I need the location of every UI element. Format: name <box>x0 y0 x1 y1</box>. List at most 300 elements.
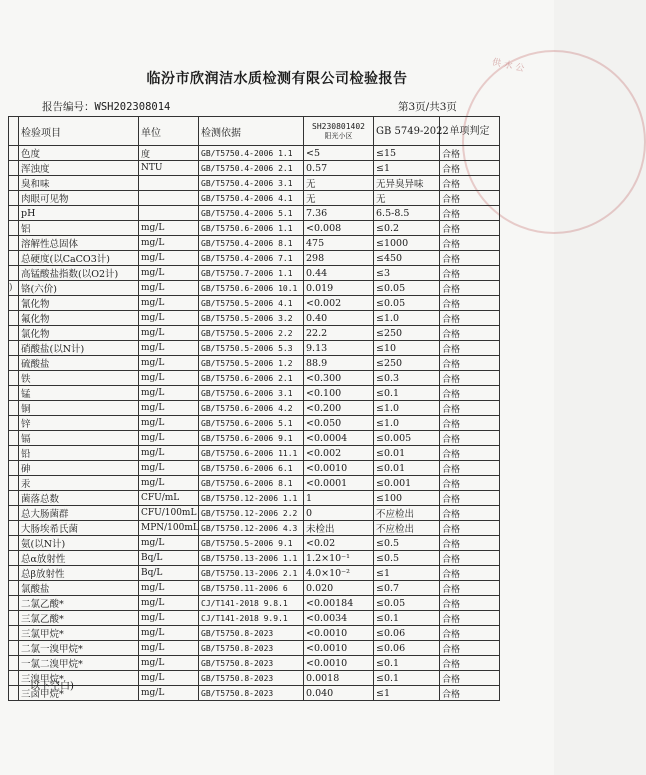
header-sample <box>304 117 374 146</box>
judgement: 合格 <box>440 326 500 341</box>
table-row <box>9 431 500 446</box>
item-name: 总硬度(以CaCO3计) <box>19 251 139 266</box>
test-method: GB/T5750.8-2023 <box>199 626 304 641</box>
standard-limit: ≤0.1 <box>374 656 440 671</box>
table-row <box>9 491 500 506</box>
test-method: GB/T5750.6-2006 9.1 <box>199 431 304 446</box>
item-unit: mg/L <box>139 266 199 281</box>
test-result: 1.2×10⁻¹ <box>304 551 374 566</box>
row-index <box>9 551 19 566</box>
standard-limit: 无异臭异味 <box>374 176 440 191</box>
item-name: 汞 <box>19 476 139 491</box>
item-unit: mg/L <box>139 251 199 266</box>
test-method: GB/T5750.12-2006 4.3 <box>199 521 304 536</box>
judgement: 合格 <box>440 671 500 686</box>
row-index <box>9 221 19 236</box>
test-result: 0 <box>304 506 374 521</box>
test-result: <0.002 <box>304 446 374 461</box>
table-row <box>9 416 500 431</box>
test-method: GB/T5750.7-2006 1.1 <box>199 266 304 281</box>
item-name: 硫酸盐 <box>19 356 139 371</box>
item-unit: Bq/L <box>139 551 199 566</box>
test-method: GB/T5750.8-2023 <box>199 656 304 671</box>
judgement: 合格 <box>440 491 500 506</box>
test-method: GB/T5750.5-2006 9.1 <box>199 536 304 551</box>
item-unit: mg/L <box>139 311 199 326</box>
table-row <box>9 371 500 386</box>
test-result: 298 <box>304 251 374 266</box>
table-header-row <box>9 117 500 146</box>
item-unit: CFU/100mL <box>139 506 199 521</box>
standard-limit: 不应检出 <box>374 506 440 521</box>
test-method: CJ/T141-2018 9.8.1 <box>199 596 304 611</box>
table-row <box>9 671 500 686</box>
test-method: GB/T5750.11-2006 6 <box>199 581 304 596</box>
results-table <box>8 116 500 701</box>
item-name: 铬(六价) <box>19 281 139 296</box>
judgement: 合格 <box>440 401 500 416</box>
header-judge: 单项判定 <box>440 117 500 146</box>
item-unit: mg/L <box>139 221 199 236</box>
judgement: 合格 <box>440 416 500 431</box>
judgement: 合格 <box>440 596 500 611</box>
judgement: 合格 <box>440 206 500 221</box>
table-row <box>9 296 500 311</box>
item-name: 铝 <box>19 221 139 236</box>
judgement: 合格 <box>440 386 500 401</box>
test-result: <0.00184 <box>304 596 374 611</box>
test-result: <0.050 <box>304 416 374 431</box>
row-index <box>9 506 19 521</box>
item-name: 氟化物 <box>19 311 139 326</box>
item-name: 三卤甲烷* <box>19 686 139 701</box>
item-unit: mg/L <box>139 401 199 416</box>
item-name: 氰化物 <box>19 296 139 311</box>
judgement: 合格 <box>440 161 500 176</box>
test-method: GB/T5750.12-2006 2.2 <box>199 506 304 521</box>
standard-limit: ≤1.0 <box>374 311 440 326</box>
test-method: GB/T5750.8-2023 <box>199 641 304 656</box>
item-name: 总α放射性 <box>19 551 139 566</box>
judgement: 合格 <box>440 476 500 491</box>
test-method: GB/T5750.6-2006 4.2 <box>199 401 304 416</box>
test-result: 0.040 <box>304 686 374 701</box>
table-row <box>9 266 500 281</box>
test-result: <0.008 <box>304 221 374 236</box>
table-row <box>9 626 500 641</box>
item-name: 臭和味 <box>19 176 139 191</box>
test-result: 88.9 <box>304 356 374 371</box>
item-unit: Bq/L <box>139 566 199 581</box>
judgement: 合格 <box>440 176 500 191</box>
table-row <box>9 611 500 626</box>
row-index <box>9 371 19 386</box>
standard-limit: ≤0.06 <box>374 626 440 641</box>
standard-limit: ≤1.0 <box>374 416 440 431</box>
table-row <box>9 476 500 491</box>
table-row <box>9 161 500 176</box>
judgement: 合格 <box>440 506 500 521</box>
judgement: 合格 <box>440 431 500 446</box>
test-method: GB/T5750.13-2006 2.1 <box>199 566 304 581</box>
test-result: 0.0018 <box>304 671 374 686</box>
standard-limit: ≤1000 <box>374 236 440 251</box>
item-unit: mg/L <box>139 536 199 551</box>
row-index: ) <box>9 281 19 296</box>
item-name: 一氯二溴甲烷* <box>19 656 139 671</box>
table-row <box>9 311 500 326</box>
test-method: CJ/T141-2018 9.9.1 <box>199 611 304 626</box>
standard-limit: ≤100 <box>374 491 440 506</box>
standard-limit: ≤0.5 <box>374 536 440 551</box>
table-row <box>9 281 500 296</box>
row-index <box>9 311 19 326</box>
test-method: GB/T5750.5-2006 1.2 <box>199 356 304 371</box>
standard-limit: ≤1 <box>374 161 440 176</box>
test-method: GB/T5750.4-2006 2.1 <box>199 161 304 176</box>
judgement: 合格 <box>440 281 500 296</box>
judgement: 合格 <box>440 686 500 701</box>
header-method: 检测依据 <box>199 117 304 146</box>
item-unit: mg/L <box>139 596 199 611</box>
test-result: 无 <box>304 191 374 206</box>
item-unit: mg/L <box>139 416 199 431</box>
judgement: 合格 <box>440 641 500 656</box>
test-result: 1 <box>304 491 374 506</box>
header-standard: GB 5749-2022 <box>374 117 440 146</box>
item-name: 锌 <box>19 416 139 431</box>
table-row <box>9 551 500 566</box>
test-result: 22.2 <box>304 326 374 341</box>
item-name: 氨(以N计) <box>19 536 139 551</box>
item-unit: mg/L <box>139 371 199 386</box>
item-name: 高锰酸盐指数(以O2计) <box>19 266 139 281</box>
row-index <box>9 446 19 461</box>
item-name: 镉 <box>19 431 139 446</box>
standard-limit: ≤0.1 <box>374 671 440 686</box>
standard-limit: ≤0.05 <box>374 596 440 611</box>
judgement: 合格 <box>440 446 500 461</box>
table-row <box>9 641 500 656</box>
standard-limit: ≤450 <box>374 251 440 266</box>
test-method: GB/T5750.5-2006 3.2 <box>199 311 304 326</box>
test-method: GB/T5750.6-2006 8.1 <box>199 476 304 491</box>
sample-id: SH230801402 <box>312 121 365 131</box>
row-index <box>9 191 19 206</box>
test-method: GB/T5750.6-2006 3.1 <box>199 386 304 401</box>
table-row <box>9 521 500 536</box>
item-name: 三氯乙酸* <box>19 611 139 626</box>
judgement: 合格 <box>440 551 500 566</box>
table-row <box>9 401 500 416</box>
row-index <box>9 536 19 551</box>
row-index <box>9 671 19 686</box>
report-number: 报告编号：WSH202308014 <box>42 101 171 113</box>
standard-limit: ≤15 <box>374 146 440 161</box>
test-method: GB/T5750.5-2006 2.2 <box>199 326 304 341</box>
row-index <box>9 611 19 626</box>
table-row <box>9 686 500 701</box>
item-name: 锰 <box>19 386 139 401</box>
standard-limit: ≤0.7 <box>374 581 440 596</box>
standard-limit: ≤0.01 <box>374 446 440 461</box>
report-title: 临汾市欣润洁水质检测有限公司检验报告 <box>146 71 408 87</box>
test-method: GB/T5750.5-2006 5.3 <box>199 341 304 356</box>
standard-limit: ≤250 <box>374 356 440 371</box>
standard-limit: ≤1 <box>374 686 440 701</box>
row-index <box>9 581 19 596</box>
table-row <box>9 506 500 521</box>
item-unit: mg/L <box>139 356 199 371</box>
standard-limit: ≤3 <box>374 266 440 281</box>
item-unit: mg/L <box>139 386 199 401</box>
page-number: 第3页/共3页 <box>398 101 457 113</box>
judgement: 合格 <box>440 656 500 671</box>
test-method: GB/T5750.8-2023 <box>199 686 304 701</box>
test-method: GB/T5750.4-2006 7.1 <box>199 251 304 266</box>
item-name: 浑浊度 <box>19 161 139 176</box>
table-row <box>9 581 500 596</box>
item-unit: MPN/100mL <box>139 521 199 536</box>
row-index <box>9 521 19 536</box>
standard-limit: ≤0.01 <box>374 461 440 476</box>
table-row <box>9 221 500 236</box>
test-method: GB/T5750.4-2006 3.1 <box>199 176 304 191</box>
table-row <box>9 656 500 671</box>
test-result: 0.57 <box>304 161 374 176</box>
item-name: 总β放射性 <box>19 566 139 581</box>
test-result: 4.0×10⁻² <box>304 566 374 581</box>
test-result: 0.40 <box>304 311 374 326</box>
item-name: 总大肠菌群 <box>19 506 139 521</box>
item-name: 氯化物 <box>19 326 139 341</box>
table-row <box>9 461 500 476</box>
standard-limit: ≤0.001 <box>374 476 440 491</box>
item-name: pH <box>19 206 139 221</box>
row-index <box>9 176 19 191</box>
row-index <box>9 656 19 671</box>
standard-limit: ≤0.05 <box>374 296 440 311</box>
row-index <box>9 626 19 641</box>
sample-location: 阳光小区 <box>324 131 353 140</box>
header-item: 检验项目 <box>19 117 139 146</box>
judgement: 合格 <box>440 461 500 476</box>
item-unit <box>139 191 199 206</box>
item-unit <box>139 206 199 221</box>
test-result: 7.36 <box>304 206 374 221</box>
row-index <box>9 386 19 401</box>
standard-limit: 不应检出 <box>374 521 440 536</box>
standard-limit: ≤0.1 <box>374 611 440 626</box>
table-row <box>9 341 500 356</box>
item-name: 砷 <box>19 461 139 476</box>
item-name: 氯酸盐 <box>19 581 139 596</box>
judgement: 合格 <box>440 311 500 326</box>
standard-limit: ≤0.1 <box>374 386 440 401</box>
test-result: <0.0010 <box>304 461 374 476</box>
item-unit: mg/L <box>139 611 199 626</box>
standard-limit: ≤0.2 <box>374 221 440 236</box>
table-row <box>9 446 500 461</box>
item-unit: 度 <box>139 146 199 161</box>
standard-limit: ≤0.5 <box>374 551 440 566</box>
test-result: <5 <box>304 146 374 161</box>
test-result: 0.020 <box>304 581 374 596</box>
test-result: <0.0001 <box>304 476 374 491</box>
table-row <box>9 596 500 611</box>
test-method: GB/T5750.4-2006 1.1 <box>199 146 304 161</box>
item-unit: CFU/mL <box>139 491 199 506</box>
test-result: <0.0004 <box>304 431 374 446</box>
row-index <box>9 266 19 281</box>
judgement: 合格 <box>440 146 500 161</box>
item-unit: mg/L <box>139 446 199 461</box>
test-method: GB/T5750.12-2006 1.1 <box>199 491 304 506</box>
seal-text: 供 水 公 <box>491 57 526 75</box>
test-result: 0.44 <box>304 266 374 281</box>
row-index <box>9 566 19 581</box>
test-result: <0.300 <box>304 371 374 386</box>
test-result: 475 <box>304 236 374 251</box>
item-name: 硝酸盐(以N计) <box>19 341 139 356</box>
judgement: 合格 <box>440 566 500 581</box>
standard-limit: ≤1.0 <box>374 401 440 416</box>
judgement: 合格 <box>440 191 500 206</box>
item-unit: mg/L <box>139 626 199 641</box>
row-index <box>9 236 19 251</box>
item-unit: mg/L <box>139 296 199 311</box>
standard-limit: ≤0.3 <box>374 371 440 386</box>
row-index <box>9 206 19 221</box>
item-name: 铅 <box>19 446 139 461</box>
test-result: 无 <box>304 176 374 191</box>
test-result: <0.0010 <box>304 641 374 656</box>
test-result: <0.200 <box>304 401 374 416</box>
judgement: 合格 <box>440 356 500 371</box>
item-unit: NTU <box>139 161 199 176</box>
test-method: GB/T5750.6-2006 6.1 <box>199 461 304 476</box>
judgement: 合格 <box>440 341 500 356</box>
standard-limit: ≤0.005 <box>374 431 440 446</box>
row-index <box>9 146 19 161</box>
standard-limit: ≤10 <box>374 341 440 356</box>
row-index <box>9 686 19 701</box>
test-method: GB/T5750.13-2006 1.1 <box>199 551 304 566</box>
test-method: GB/T5750.6-2006 11.1 <box>199 446 304 461</box>
test-method: GB/T5750.4-2006 5.1 <box>199 206 304 221</box>
judgement: 合格 <box>440 221 500 236</box>
row-index <box>9 641 19 656</box>
judgement: 合格 <box>440 251 500 266</box>
table-row <box>9 191 500 206</box>
judgement: 合格 <box>440 626 500 641</box>
item-unit: mg/L <box>139 341 199 356</box>
row-index <box>9 161 19 176</box>
item-name: 三溴甲烷* <box>19 671 139 686</box>
item-name: 二氯一溴甲烷* <box>19 641 139 656</box>
footer-note: 以下空白) <box>30 681 74 692</box>
judgement: 合格 <box>440 236 500 251</box>
row-index <box>9 326 19 341</box>
item-unit: mg/L <box>139 671 199 686</box>
row-index <box>9 476 19 491</box>
judgement: 合格 <box>440 296 500 311</box>
test-method: GB/T5750.6-2006 10.1 <box>199 281 304 296</box>
test-method: GB/T5750.6-2006 5.1 <box>199 416 304 431</box>
item-name: 大肠埃希氏菌 <box>19 521 139 536</box>
row-index <box>9 341 19 356</box>
table-row <box>9 326 500 341</box>
test-result: <0.002 <box>304 296 374 311</box>
row-index <box>9 251 19 266</box>
standard-limit: ≤250 <box>374 326 440 341</box>
standard-limit: ≤0.06 <box>374 641 440 656</box>
test-result: <0.02 <box>304 536 374 551</box>
table-row <box>9 566 500 581</box>
item-name: 二氯乙酸* <box>19 596 139 611</box>
item-name: 三氯甲烷* <box>19 626 139 641</box>
test-result: 未检出 <box>304 521 374 536</box>
item-unit: mg/L <box>139 641 199 656</box>
item-unit: mg/L <box>139 281 199 296</box>
judgement: 合格 <box>440 371 500 386</box>
table-row <box>9 356 500 371</box>
item-name: 溶解性总固体 <box>19 236 139 251</box>
judgement: 合格 <box>440 581 500 596</box>
test-method: GB/T5750.5-2006 4.1 <box>199 296 304 311</box>
judgement: 合格 <box>440 266 500 281</box>
test-result: 9.13 <box>304 341 374 356</box>
test-method: GB/T5750.4-2006 4.1 <box>199 191 304 206</box>
test-result: <0.0010 <box>304 626 374 641</box>
item-unit: mg/L <box>139 476 199 491</box>
table-row <box>9 176 500 191</box>
row-index <box>9 401 19 416</box>
header-unit: 单位 <box>139 117 199 146</box>
item-unit: mg/L <box>139 686 199 701</box>
test-result: 0.019 <box>304 281 374 296</box>
item-unit <box>139 176 199 191</box>
test-method: GB/T5750.6-2006 2.1 <box>199 371 304 386</box>
item-name: 菌落总数 <box>19 491 139 506</box>
table-row <box>9 146 500 161</box>
item-name: 肉眼可见物 <box>19 191 139 206</box>
item-name: 铜 <box>19 401 139 416</box>
item-unit: mg/L <box>139 236 199 251</box>
test-method: GB/T5750.6-2006 1.1 <box>199 221 304 236</box>
row-index <box>9 296 19 311</box>
row-index <box>9 491 19 506</box>
item-unit: mg/L <box>139 431 199 446</box>
item-name: 铁 <box>19 371 139 386</box>
table-row <box>9 236 500 251</box>
header-index <box>9 117 19 146</box>
row-index <box>9 431 19 446</box>
table-row <box>9 206 500 221</box>
item-unit: mg/L <box>139 581 199 596</box>
item-unit: mg/L <box>139 326 199 341</box>
row-index <box>9 416 19 431</box>
standard-limit: 无 <box>374 191 440 206</box>
test-result: <0.100 <box>304 386 374 401</box>
test-result: <0.0010 <box>304 656 374 671</box>
judgement: 合格 <box>440 536 500 551</box>
table-row <box>9 536 500 551</box>
table-row <box>9 386 500 401</box>
standard-limit: ≤0.05 <box>374 281 440 296</box>
row-index <box>9 461 19 476</box>
table-row <box>9 251 500 266</box>
